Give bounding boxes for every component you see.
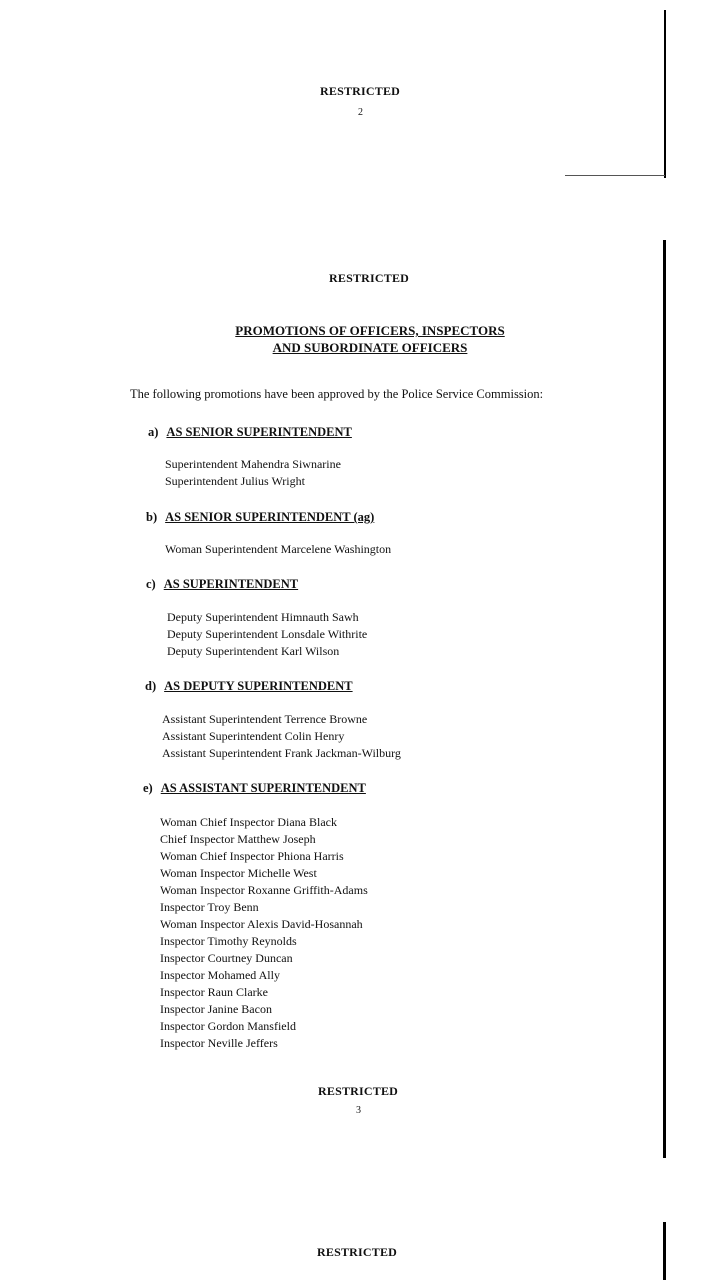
title-line-2: AND SUBORDINATE OFFICERS	[272, 340, 468, 355]
list-item: Inspector Troy Benn	[160, 900, 259, 914]
section-deputy-superintendent	[145, 677, 353, 695]
intro-paragraph: The following promotions have been approved by the Police Service Commission:	[130, 387, 544, 401]
section-superintendent	[146, 575, 298, 593]
list-item: Inspector Gordon Mansfield	[160, 1019, 296, 1033]
section-heading: AS ASSISTANT SUPERINTENDENT	[160, 781, 366, 795]
restricted-header-page3: RESTRICTED	[329, 271, 410, 285]
list-item: Woman Chief Inspector Diana Black	[160, 815, 337, 829]
list-item: Deputy Superintendent Himnauth Sawh	[167, 610, 359, 624]
page-number-2: 2	[358, 107, 363, 118]
restricted-header-page4: RESTRICTED	[317, 1245, 398, 1259]
scan-edge-line	[664, 10, 666, 178]
scan-edge-line	[663, 240, 666, 1158]
name-list-d	[162, 711, 401, 762]
list-item: Woman Chief Inspector Phiona Harris	[160, 849, 344, 863]
section-heading: AS DEPUTY SUPERINTENDENT	[164, 679, 353, 693]
list-item: Inspector Neville Jeffers	[160, 1036, 278, 1050]
list-item: Inspector Janine Bacon	[160, 1002, 272, 1016]
restricted-footer-page3: RESTRICTED	[318, 1084, 399, 1098]
name-list-e	[160, 814, 368, 1052]
list-item: Deputy Superintendent Lonsdale Withrite	[167, 627, 368, 641]
section-senior-superintendent-ag	[146, 508, 374, 526]
list-item: Assistant Superintendent Terrence Browne	[162, 712, 368, 726]
section-letter: a)	[148, 425, 159, 439]
section-heading: AS SENIOR SUPERINTENDENT	[166, 425, 352, 439]
list-item: Woman Inspector Michelle West	[160, 866, 317, 880]
title-line-1: PROMOTIONS OF OFFICERS, INSPECTORS	[235, 323, 505, 338]
section-letter: e)	[143, 781, 153, 795]
list-item: Woman Inspector Roxanne Griffith-Adams	[160, 883, 368, 897]
list-item: Woman Superintendent Marcelene Washington	[165, 542, 392, 556]
section-letter: d)	[145, 679, 157, 693]
name-list-a	[165, 456, 341, 490]
list-item: Inspector Mohamed Ally	[160, 968, 280, 982]
list-item: Woman Inspector Alexis David-Hosannah	[160, 917, 363, 931]
name-list-c	[167, 609, 367, 660]
list-item: Superintendent Julius Wright	[165, 474, 305, 488]
page-number-3: 3	[356, 1105, 361, 1116]
restricted-header-page2: RESTRICTED	[320, 84, 401, 98]
section-assistant-superintendent	[143, 779, 366, 797]
list-item: Inspector Courtney Duncan	[160, 951, 293, 965]
list-item: Superintendent Mahendra Siwnarine	[165, 457, 341, 471]
section-senior-superintendent	[148, 423, 352, 441]
section-letter: c)	[146, 577, 156, 591]
page-title	[190, 322, 550, 356]
list-item: Inspector Raun Clarke	[160, 985, 268, 999]
section-letter: b)	[146, 510, 158, 524]
list-item: Inspector Timothy Reynolds	[160, 934, 297, 948]
list-item: Assistant Superintendent Colin Henry	[162, 729, 345, 743]
list-item: Chief Inspector Matthew Joseph	[160, 832, 316, 846]
section-heading: AS SENIOR SUPERINTENDENT (ag)	[165, 510, 375, 524]
scan-edge-line	[565, 175, 665, 176]
list-item: Deputy Superintendent Karl Wilson	[167, 644, 340, 658]
name-list-b	[165, 541, 391, 558]
scan-edge-line	[663, 1222, 666, 1280]
list-item: Assistant Superintendent Frank Jackman-Wilburg	[162, 746, 401, 760]
section-heading: AS SUPERINTENDENT	[163, 577, 299, 591]
